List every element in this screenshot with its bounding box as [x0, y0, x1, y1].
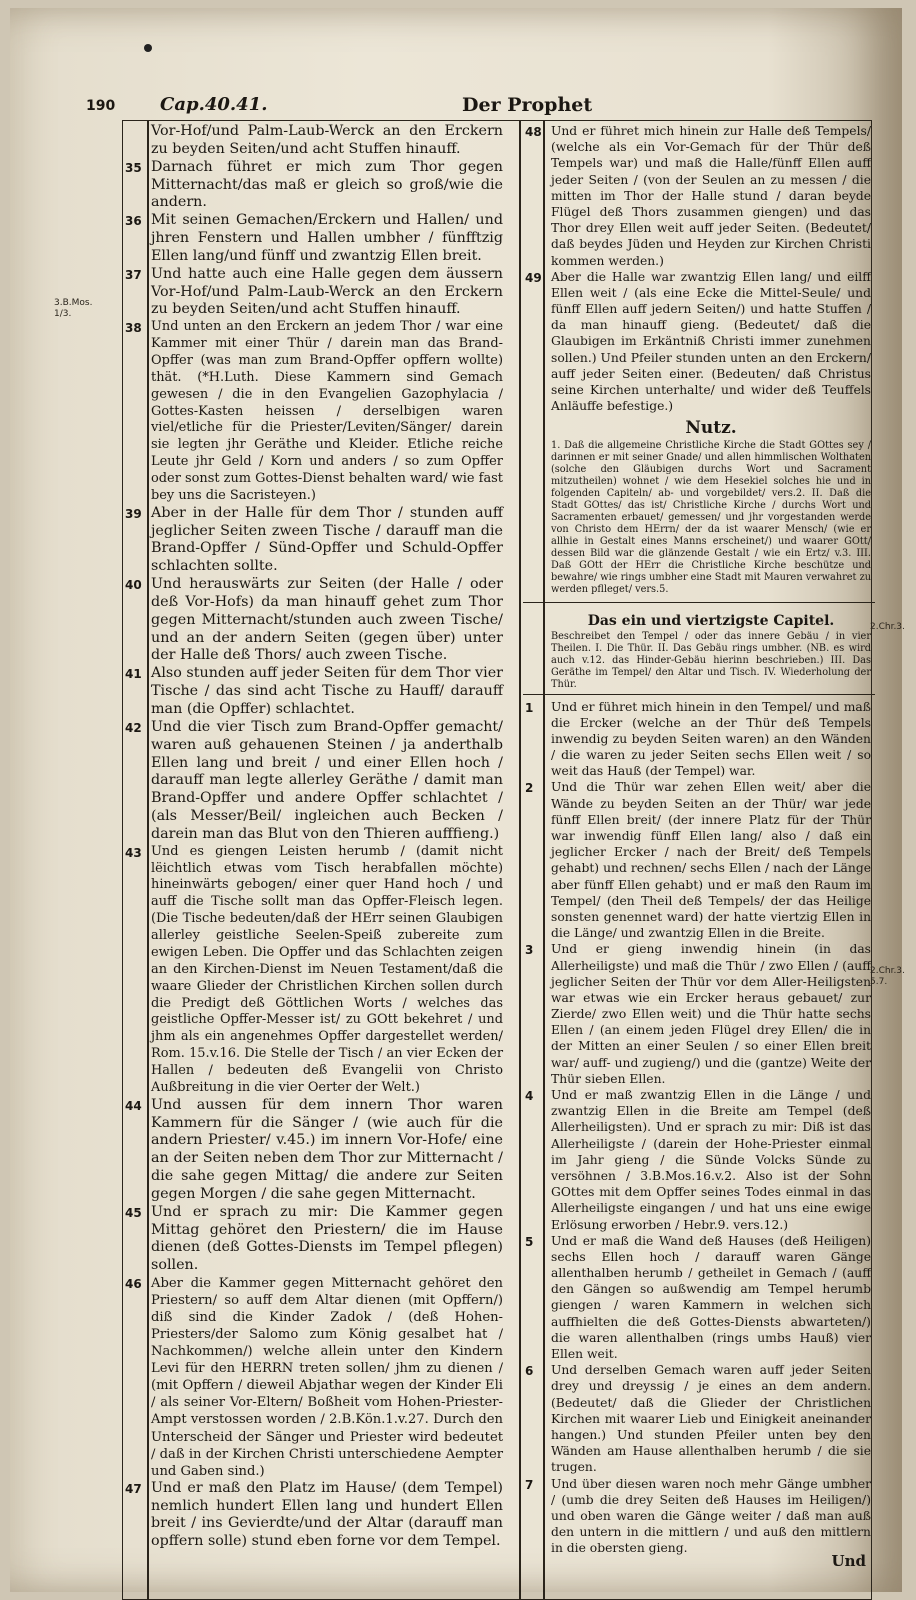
verse-text: Und er maß den Platz im Hause/ (dem Tempel) nemlich hundert Ellen lang und hundert Ellen breit / ins Gevierdte/und der Altar (darauff man opffern solle) stund eben forne vor dem Tempel.: [151, 1479, 503, 1550]
verse-number: 42: [125, 720, 142, 735]
right-margin-reference-2: 2.Chr.3. 5.7.: [870, 966, 905, 987]
nutz-heading: Nutz.: [685, 418, 737, 439]
verse-number: 45: [125, 1205, 142, 1220]
verse-text: Aber in der Halle für dem Thor / stunden auff jeglicher Seiten zween Tische / darauff man die Brand-Opffer / Sünd-Opffer und Schuld-Opffer schlachten sollte.: [151, 504, 503, 575]
right-margin-reference-1: 2.Chr.3.: [870, 622, 905, 632]
verse-text: Also stunden auff jeder Seiten für dem Thor vier Tische / das sind acht Tische zu Hauff/ darauff man (die Opffer) schlachtet.: [151, 665, 503, 718]
verse-block: [125, 319, 503, 504]
text-frame: [122, 120, 872, 1600]
section-rule: [523, 694, 875, 695]
column-divider: [519, 121, 521, 1599]
verse-block: [125, 212, 503, 266]
verse-number: 39: [125, 506, 142, 521]
catchword: Und: [831, 1552, 866, 1570]
page-number: 190: [86, 98, 116, 114]
verse-block: [151, 123, 503, 159]
verse-text: Und die vier Tisch zum Brand-Opffer gemacht/ waren auß gehauenen Steinen / ja anderthalb Ellen lang und breit / und einer Ellen hoch / darauff man legte allerley Geräthe / damit man Brand-Opffer und andere Opffer schlachtet / (als Messer/Beil/ ingleichen auch Becken / darein man das Blut von den Thieren aufffieng.): [151, 718, 503, 842]
verse-number: 48: [525, 125, 542, 139]
verse-block: [125, 1275, 503, 1480]
verse-number: 1: [525, 700, 534, 715]
verse-number: 6: [525, 1364, 534, 1379]
verse-text: Und über diesen waren noch mehr Gänge umbher / (umb die drey Seiten deß Hauses im Heiligen/) und oben waren die Gänge weiter / daß man auß den untern in die mittlern / und auß den mittlern in die obersten gieng.: [551, 1476, 871, 1556]
verse-block: [125, 504, 503, 576]
page-header: [82, 94, 842, 120]
verse-number: 7: [525, 1477, 534, 1492]
verse-text: Und aussen für dem innern Thor waren Kammern für die Sänger / (wie auch für die andern Priester/ v.45.) im innern Vor-Hofe/ eine an der Seiten neben dem Thor zur Mitternacht / die sahe gegen Mittag/ die andere zur Seiten gegen Morgen / die sahe gegen Mitternacht.: [151, 1096, 503, 1202]
verse-block: [125, 843, 503, 1097]
verse-text: Und er maß die Wand deß Hauses (deß Heiligen) sechs Ellen hoch / darauff waren Gänge allenthalben herumb / getheilet in Gemach / (auff den Gängen so außwendig am Tempel herumb giengen / waren Kammern in welchen sich auffhielten die deß Gottes-Diensts abwarteten/) die waren allenthalben (rings umbs Hauß) vier Ellen weit.: [551, 1233, 871, 1362]
verse-block: [525, 941, 871, 1087]
verse-block: [525, 269, 871, 415]
chapter-summary: Beschreibet den Tempel / oder das innere Gebäu / in vier Theilen. I. Die Thür. II. Das Gebäu rings umbher. (NB. es wird auch v.12. das Hinder-Gebäu hierinn beschrieben.) III. Das Geräthe im Tempel/ den Altar und Tisch. IV. Wiederholung der Thür.: [551, 630, 871, 690]
verse-block: [525, 1087, 871, 1233]
verse-text: Und er führet mich hinein zur Halle deß Tempels/ (welche als ein Vor-Gemach für der Thür deß Tempels war) und maß die Halle/fünff Ellen auff jeder Seiten / (von der Seulen an zu messen / die mitten im Thor der Halle stund / daran beyde Flügel deß Thors zusammen giengen) und das Thor drey Ellen weit auff jeder Seiten. (Bedeutet/ daß beydes Jüden und Heyden zur Kirchen Christi kommen werden.): [551, 124, 871, 268]
verse-number: 43: [125, 845, 142, 860]
chapter-heading: Das ein und viertzigste Capitel.: [587, 612, 835, 629]
verse-text: Und er gieng inwendig hinein (in das Allerheiligste) und maß die Thür / zwo Ellen / (auff jeglicher Seiten der Thür vor dem Aller-Heiligsten war etwas wie ein Ercker heraus gebauet/ zur Zierde/ zwo Ellen weit) und die Thür hatte sechs Ellen / (an einem jeden Flügel drey Ellen/ die in der Mitten an einer Seulen / so einer Ellen breit war/ auff- und zugieng/) und die (gantze) Weite der Thür sieben Ellen.: [551, 942, 871, 1086]
verse-block: [525, 779, 871, 941]
nutz-text: 1. Daß die allgemeine Christliche Kirche die Stadt GOttes sey / darinnen er mit seiner Gnade/ und allen himmlischen Wolthaten (solche den Gläubigen durchs Wort und Sacrament mitzutheilen) wohnet / wie dem Hesekiel solches hie und in folgenden Capiteln/ ab- und vorgebildet/ vers.2. II. Daß die Stadt GOttes/ das ist/ Christliche Kirche / durchs Wort und Sacramenten erbauet/ gemessen/ und jhr vorgestanden werde von Christo dem HErrn/ der da ist waarer Mensch/ (wie er allhie in Gestalt eines Manns erscheinet/) und waarer GOtt/ dessen Bild war die glänzende Gestalt / wie ein Ertz/ v.3. III. Daß GOtt der HErr die Christliche Kirche beschütze und bewahre/ wie rings umbher eine Stadt mit Mauren verwahret zu werden pflleget/ vers.5.: [551, 440, 871, 595]
verse-text: Und herauswärts zur Seiten (der Halle / oder deß Vor-Hofs) da man hinauff gehet zum Thor gegen Mitternacht/stunden auch zween Tische/ und an der andern Seiten (gegen über) unter der Halle deß Thors/ auch zween Tische.: [151, 576, 503, 664]
verse-text: Aber die Halle war zwantzig Ellen lang/ und eilff Ellen weit / (als eine Ecke die Mittel-Seule/ und fünff Ellen auff jedern Seiten/) und hatte Stuffen / da man hinauff gieng. (Bedeutet/ daß die Glaubigen im Erkäntniß Christi immer zunehmen sollen.) Und Pfeiler stunden unten an den Erckern/ auff jeder Seiten einer. (Bedeuten/ daß Christus seine Kirchen unterhalte/ und wider deß Teuffels Anläuffe befestige.): [551, 269, 871, 414]
chapter-reference: Cap.40.41.: [160, 94, 268, 115]
verse-number: 35: [125, 160, 142, 175]
verse-text: Mit seinen Gemachen/Erckern und Hallen/ und jhren Fenstern und Hallen umbher / fünfftzig Ellen lang/und fünff und zwantzig Ellen breit.: [151, 212, 503, 264]
verse-number: 47: [125, 1481, 142, 1496]
verse-block: [125, 576, 503, 665]
verse-number: 37: [125, 267, 142, 282]
book-page: [10, 8, 905, 1592]
verse-number: 46: [125, 1277, 142, 1292]
running-head: Der Prophet: [462, 94, 593, 116]
verse-text: Und er führet mich hinein in den Tempel/ und maß die Ercker (welche an der Thür deß Tempels inwendig zu beyden Seiten waren) an den Wänden / die waren zu jeder Seiten sechs Ellen weit / so weit das Hauß (der Tempel) war.: [551, 699, 871, 779]
verse-number: 44: [125, 1098, 142, 1113]
verse-block: [525, 1476, 871, 1557]
verse-block: [125, 665, 503, 719]
right-column: [525, 121, 871, 1556]
verse-block: [125, 1203, 503, 1275]
verse-number: 3: [525, 943, 534, 958]
ink-spot: [144, 44, 152, 52]
verse-text: Und hatte auch eine Halle gegen dem äussern Vor-Hof/und Palm-Laub-Werck an den Erckern zu beyden Seiten/und acht Stuffen hinauff.: [151, 265, 503, 318]
left-margin-reference: 3.B.Mos. 1/3.: [54, 298, 93, 319]
verse-number: 36: [125, 214, 142, 229]
verse-text: Darnach führet er mich zum Thor gegen Mitternacht/das maß er gleich so groß/wie die andern.: [151, 158, 503, 211]
verse-text: Vor-Hof/und Palm-Laub-Werck an den Erckern zu beyden Seiten/und acht Stuffen hinauff.: [151, 123, 503, 157]
verse-number: 41: [125, 667, 142, 682]
verse-block: [125, 718, 503, 844]
verse-text: Und er sprach zu mir: Die Kammer gegen Mittag gehöret den Priestern/ die im Hause dienen (deß Gottes-Diensts im Tempel pflegen) sollen.: [151, 1203, 503, 1274]
verse-number: 2: [525, 781, 534, 796]
verse-text: Und die Thür war zehen Ellen weit/ aber die Wände zu beyden Seiten an der Thür/ war jede fünff Ellen breit/ (der innere Platz für der Thür war inwendig fünff Ellen lang/ also / daß ein jeglicher Ercker / nach der Breit/ deß Tempels gehabt) und rechnen/ sechs Ellen / nach der Länge aber fünff Ellen gehabt) und er maß den Raum im Tempel/ (den Theil deß Tempels/ der das Heilige sonsten genennet ward) der hatte viertzig Ellen in die Länge/ und zwantzig Ellen in die Breite.: [551, 780, 871, 941]
verse-text: Und er maß zwantzig Ellen in die Länge / und zwantzig Ellen in die Breite am Tempel (deß Allerheiligsten). Und er sprach zu mir: Diß ist das Allerheiligste / (darein der Hohe-Priester einmal im Jahr gieng / die Sünde Volcks Sünde zu versöhnen / 3.B.Mos.16.v.2. Also ist der Sohn GOttes mit dem Opffer seines Todes einmal in das Allerheiligste eingangen / und hat uns eine ewige Erlösung erworben / Hebr.9. vers.12.): [551, 1088, 871, 1232]
verse-block: [125, 1479, 503, 1551]
verse-number: 40: [125, 578, 142, 593]
verse-text: Aber die Kammer gegen Mitternacht gehöret den Priestern/ so auff dem Altar dienen (mit Opffern/) diß sind die Kinder Zadok / (deß Hohen-Priesters/der Salomo zum König gesalbet hat / Nachkommen/) welche allein unter den Kindern Levi für den HERRN treten sollen/ jhm zu dienen / (mit Opffern / dieweil Abjathar wegen der Kinder Eli / als seiner Vor-Eltern/ Boßheit vom Hohen-Priester-Ampt verstossen worden / 2.B.Kön.1.v.27. Durch den Unterscheid der Sänger und Priester wird bedeutet / daß in der Kirchen Christi unterschiedene Aempter und Gaben sind.): [151, 1276, 503, 1479]
verse-number: 38: [125, 321, 142, 336]
verse-number: 5: [525, 1234, 534, 1249]
verse-text: Und derselben Gemach waren auff jeder Seiten drey und dreyssig / je eines an dem andern. (Bedeutet/ daß die Glieder der Christlichen Kirchen mit waarer Lieb und Einigkeit aneinander hangen.) Und stunden Pfeiler unten bey den Wänden am Hause allenthalben herumb / die sie trugen.: [551, 1363, 871, 1475]
verse-block: [525, 699, 871, 780]
verse-block: [125, 1096, 503, 1204]
section-rule: [523, 602, 875, 603]
verse-number: 4: [525, 1089, 534, 1104]
verse-block: [125, 158, 503, 213]
left-column: [125, 121, 503, 1551]
verse-block: [525, 1362, 871, 1475]
verse-block: [525, 1233, 871, 1363]
verse-block: [525, 123, 871, 269]
verse-text: Und unten an den Erckern an jedem Thor / war eine Kammer mit einer Thür / darein man das Brand-Opffer (was man zum Brand-Opffer opffern wollte) thät. (*H.Luth. Diese Kammern sind Gemach gewesen / die in den Evangelien Gazophylacia / Gottes-Kasten heissen / derselbigen waren viel/etliche für die Priester/Leviten/Sänger/ darein sie legten jhr Geräthe und Kleider. Etliche reiche Leute jhr Geld / Korn und anders / so zum Opffer oder sonst zum Gottes-Dienst behalten ward/ wie fast bey uns die Sacristeyen.): [151, 319, 503, 503]
verse-text: Und es giengen Leisten herumb / (damit nicht lëichtlich etwas vom Tisch herabfallen möchte) hineinwärts gebogen/ einer quer Hand hoch / und auff die Tische sollt man das Opffer-Fleisch legen. (Die Tische bedeuten/daß der HErr seinen Glaubigen allerley geistliche Seelen-Speiß zubereite zum ewigen Leben. Die Opffer und das Schlachten zeigen an den Kirchen-Dienst im Neuen Testament/daß die waare Glieder der Christlichen Kirchen sollen durch die Predigt deß Göttlichen Worts / welches das geistliche Opffer-Messer ist/ zu GOtt bekehret / und jhm als ein angenehmes Opffer dargestellet werden/ Rom. 15.v.16. Die Stelle der Tisch / an vier Ecken der Hallen / bedeuten deß Evangelii von Christo Außbreitung in die vier Oerter der Welt.): [151, 843, 503, 1095]
verse-number: 49: [525, 270, 542, 285]
verse-block: [125, 265, 503, 320]
right-number-rule: [543, 121, 545, 1599]
